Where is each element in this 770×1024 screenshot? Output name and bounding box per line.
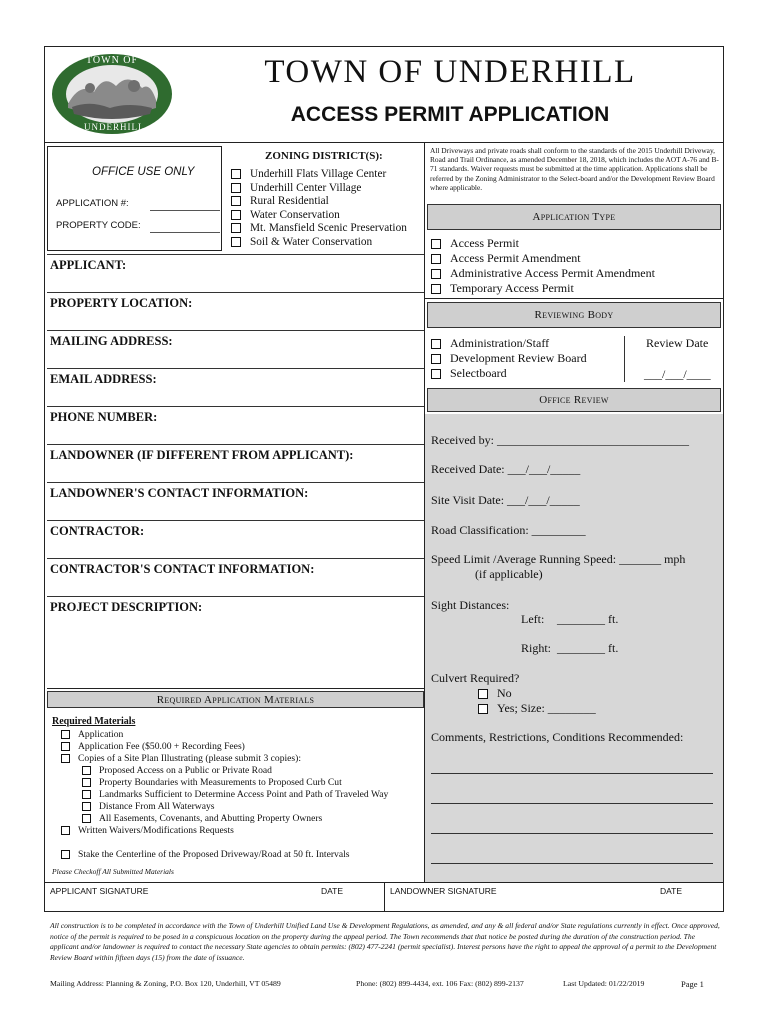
comments-line[interactable] <box>431 773 713 774</box>
material-item[interactable]: Written Waivers/Modifications Requests <box>61 825 234 836</box>
checkbox-icon[interactable] <box>431 269 441 279</box>
applicant-signature-field[interactable] <box>47 898 382 910</box>
application-type-options <box>431 236 655 296</box>
footer-phone: Phone: (802) 899-4434, ext. 106 Fax: (802) 899-2137 <box>356 979 524 988</box>
footer-mailing: Mailing Address: Planning & Zoning, P.O. Box 120, Underhill, VT 05489 <box>50 979 281 988</box>
checkbox-icon[interactable] <box>431 284 441 294</box>
check-note: Please Checkoff All Submitted Materials <box>52 867 174 876</box>
applicant-date-label: DATE <box>321 886 344 896</box>
application-type-option[interactable]: Temporary Access Permit <box>431 281 655 296</box>
received-date[interactable]: Received Date: ___/___/_____ <box>431 462 581 476</box>
zoning-title: ZONING DISTRICT(S): <box>265 150 383 162</box>
review-date-divider <box>624 336 625 382</box>
review-date-field[interactable]: ___/___/____ <box>644 367 711 381</box>
reviewing-body-option[interactable]: Administration/Staff <box>431 336 587 351</box>
page-subtitle: ACCESS PERMIT APPLICATION <box>290 103 610 126</box>
required-materials-heading: Required Materials <box>52 716 136 727</box>
material-sub-item[interactable]: All Easements, Covenants, and Abutting Property Owners <box>82 813 322 824</box>
zoning-option[interactable]: Mt. Mansfield Scenic Preservation <box>231 222 407 236</box>
landowner-signature-field[interactable] <box>387 898 721 910</box>
checkbox-icon[interactable] <box>82 778 91 787</box>
checkbox-icon[interactable] <box>231 237 241 247</box>
zoning-option[interactable]: Underhill Flats Village Center <box>231 168 407 182</box>
checkbox-icon[interactable] <box>61 826 70 835</box>
checkbox-icon[interactable] <box>431 369 441 379</box>
reviewing-body-options <box>431 336 587 381</box>
property-code-label: PROPERTY CODE: <box>56 220 141 231</box>
signature-divider <box>384 882 385 912</box>
zoning-option[interactable]: Water Conservation <box>231 209 407 223</box>
email-address-field[interactable]: EMAIL ADDRESS: <box>47 368 424 407</box>
checkbox-icon[interactable] <box>231 183 241 193</box>
reviewing-body-option[interactable]: Development Review Board <box>431 351 587 366</box>
checkbox-icon[interactable] <box>231 196 241 206</box>
checkbox-icon[interactable] <box>61 742 70 751</box>
zoning-options <box>231 168 407 249</box>
zoning-option[interactable]: Soil & Water Conservation <box>231 236 407 250</box>
received-by[interactable]: Received by: ________________________________ <box>431 433 689 447</box>
landowner-field[interactable]: LANDOWNER (IF DIFFERENT FROM APPLICANT): <box>47 444 424 483</box>
sight-right-label: Right: <box>521 641 552 655</box>
checkbox-icon[interactable] <box>431 239 441 249</box>
checkbox-icon[interactable] <box>61 754 70 763</box>
page-title: TOWN OF UNDERHILL <box>264 54 636 90</box>
disclaimer: All construction is to be completed in accordance with the Town of Underhill Unified Land Use & Development Regulations, as amended, and any & all federal and/or State regulations currently in effect. Once approved, notice of the permit is required to be posed in a conspicuous location on the property during the appeal period. The Town recommends that that notice be posted during the duration of the construction period. The applicant and/or landowner is required to contact the necessary State agencies to obtain permits: (802) 477-2241 (permit specialist). Interest persons have the right to appeal the approval of a permit to the Development Review Board within fifteen days (15) from the date of issuance. <box>50 921 720 962</box>
application-number-field[interactable] <box>150 210 220 211</box>
culvert-required: Culvert Required? <box>431 671 520 685</box>
contractor-contact-field[interactable]: CONTRACTOR'S CONTACT INFORMATION: <box>47 558 424 597</box>
checkbox-icon[interactable] <box>82 814 91 823</box>
checkbox-icon[interactable] <box>431 354 441 364</box>
material-sub-item[interactable]: Proposed Access on a Public or Private Road <box>82 765 272 776</box>
comments-line[interactable] <box>431 863 713 864</box>
reviewing-body-header: Reviewing Body <box>427 302 721 328</box>
sight-right-field[interactable]: ________ ft. <box>557 641 619 655</box>
footer-updated: Last Updated: 01/22/2019 <box>563 979 645 988</box>
material-item[interactable]: Application Fee ($50.00 + Recording Fees) <box>61 741 245 752</box>
site-visit-date[interactable]: Site Visit Date: ___/___/_____ <box>431 493 580 507</box>
standards-note: All Driveways and private roads shall conform to the standards of the 2015 Underhill Driveway, Road and Trail Ordinance, as amended December 18, 2018, which includes the AOT A-76 and B-71 standards. Waiver requests must be submitted at the time application. Applications shall be referred by the Zoning Administrator to the Select-board and/or the Development Review Board where applicable. <box>430 146 719 192</box>
office-review-header: Office Review <box>427 388 721 412</box>
project-description-field[interactable]: PROJECT DESCRIPTION: <box>47 596 424 689</box>
landowner-date-label: DATE <box>660 886 683 896</box>
required-materials-header: Required Application Materials <box>47 691 424 708</box>
speed-if-applicable: (if applicable) <box>475 567 543 581</box>
header-divider <box>44 142 724 143</box>
review-date-label: Review Date <box>646 336 709 350</box>
landowner-signature-label: LANDOWNER SIGNATURE <box>390 886 497 896</box>
comments-line[interactable] <box>431 833 713 834</box>
zoning-option[interactable]: Rural Residential <box>231 195 407 209</box>
checkbox-icon[interactable] <box>82 766 91 775</box>
material-sub-item[interactable]: Landmarks Sufficient to Determine Access Point and Path of Traveled Way <box>82 789 388 800</box>
checkbox-icon[interactable] <box>61 850 70 859</box>
checkbox-icon[interactable] <box>82 802 91 811</box>
material-item[interactable]: Copies of a Site Plan Illustrating (please submit 3 copies): <box>61 753 301 764</box>
contractor-field[interactable]: CONTRACTOR: <box>47 520 424 559</box>
section-divider <box>424 298 724 299</box>
material-sub-item[interactable]: Distance From All Waterways <box>82 801 215 812</box>
application-type-option[interactable]: Access Permit <box>431 236 655 251</box>
checkbox-icon[interactable] <box>478 704 488 714</box>
checkbox-icon[interactable] <box>431 254 441 264</box>
logo-text-top: TOWN OF <box>86 55 139 66</box>
checkbox-icon[interactable] <box>431 339 441 349</box>
property-code-field[interactable] <box>150 232 220 233</box>
reviewing-body-option[interactable]: Selectboard <box>431 366 587 381</box>
comments-label: Comments, Restrictions, Conditions Recommended: <box>431 730 684 744</box>
checkbox-icon[interactable] <box>61 730 70 739</box>
zoning-option[interactable]: Underhill Center Village <box>231 182 407 196</box>
road-classification[interactable]: Road Classification: _________ <box>431 523 586 537</box>
office-use-title: OFFICE USE ONLY <box>92 166 195 178</box>
applicant-signature-label: APPLICANT SIGNATURE <box>50 886 149 896</box>
sight-left-label: Left: <box>521 612 545 626</box>
mailing-address-field[interactable]: MAILING ADDRESS: <box>47 330 424 369</box>
town-logo <box>50 52 174 136</box>
checkbox-icon[interactable] <box>478 689 488 699</box>
phone-number-field[interactable]: PHONE NUMBER: <box>47 406 424 445</box>
property-location-field[interactable]: PROPERTY LOCATION: <box>47 292 424 331</box>
application-type-option[interactable]: Access Permit Amendment <box>431 251 655 266</box>
footer-page: Page 1 <box>681 979 704 989</box>
logo-text-bottom: UNDERHILL <box>84 122 145 132</box>
landowner-contact-field[interactable]: LANDOWNER'S CONTACT INFORMATION: <box>47 482 424 521</box>
material-item[interactable]: Application <box>61 729 123 740</box>
checkbox-icon[interactable] <box>231 210 241 220</box>
application-type-option[interactable]: Administrative Access Permit Amendment <box>431 266 655 281</box>
material-item[interactable]: Stake the Centerline of the Proposed Driveway/Road at 50 ft. Intervals <box>61 849 349 860</box>
sight-left-field[interactable]: ________ ft. <box>557 612 619 626</box>
checkbox-icon[interactable] <box>231 223 241 233</box>
checkbox-icon[interactable] <box>82 790 91 799</box>
culvert-yes[interactable]: Yes; Size: ________ <box>478 701 596 716</box>
application-type-header: Application Type <box>427 204 721 230</box>
speed-limit[interactable]: Speed Limit /Average Running Speed: _______ mph <box>431 552 686 566</box>
material-sub-item[interactable]: Property Boundaries with Measurements to Proposed Curb Cut <box>82 777 342 788</box>
comments-line[interactable] <box>431 803 713 804</box>
culvert-no[interactable]: No <box>478 686 512 701</box>
checkbox-icon[interactable] <box>231 169 241 179</box>
applicant-field[interactable]: APPLICANT: <box>47 254 424 293</box>
sight-distances: Sight Distances: <box>431 598 510 612</box>
application-number-label: APPLICATION #: <box>56 198 129 209</box>
